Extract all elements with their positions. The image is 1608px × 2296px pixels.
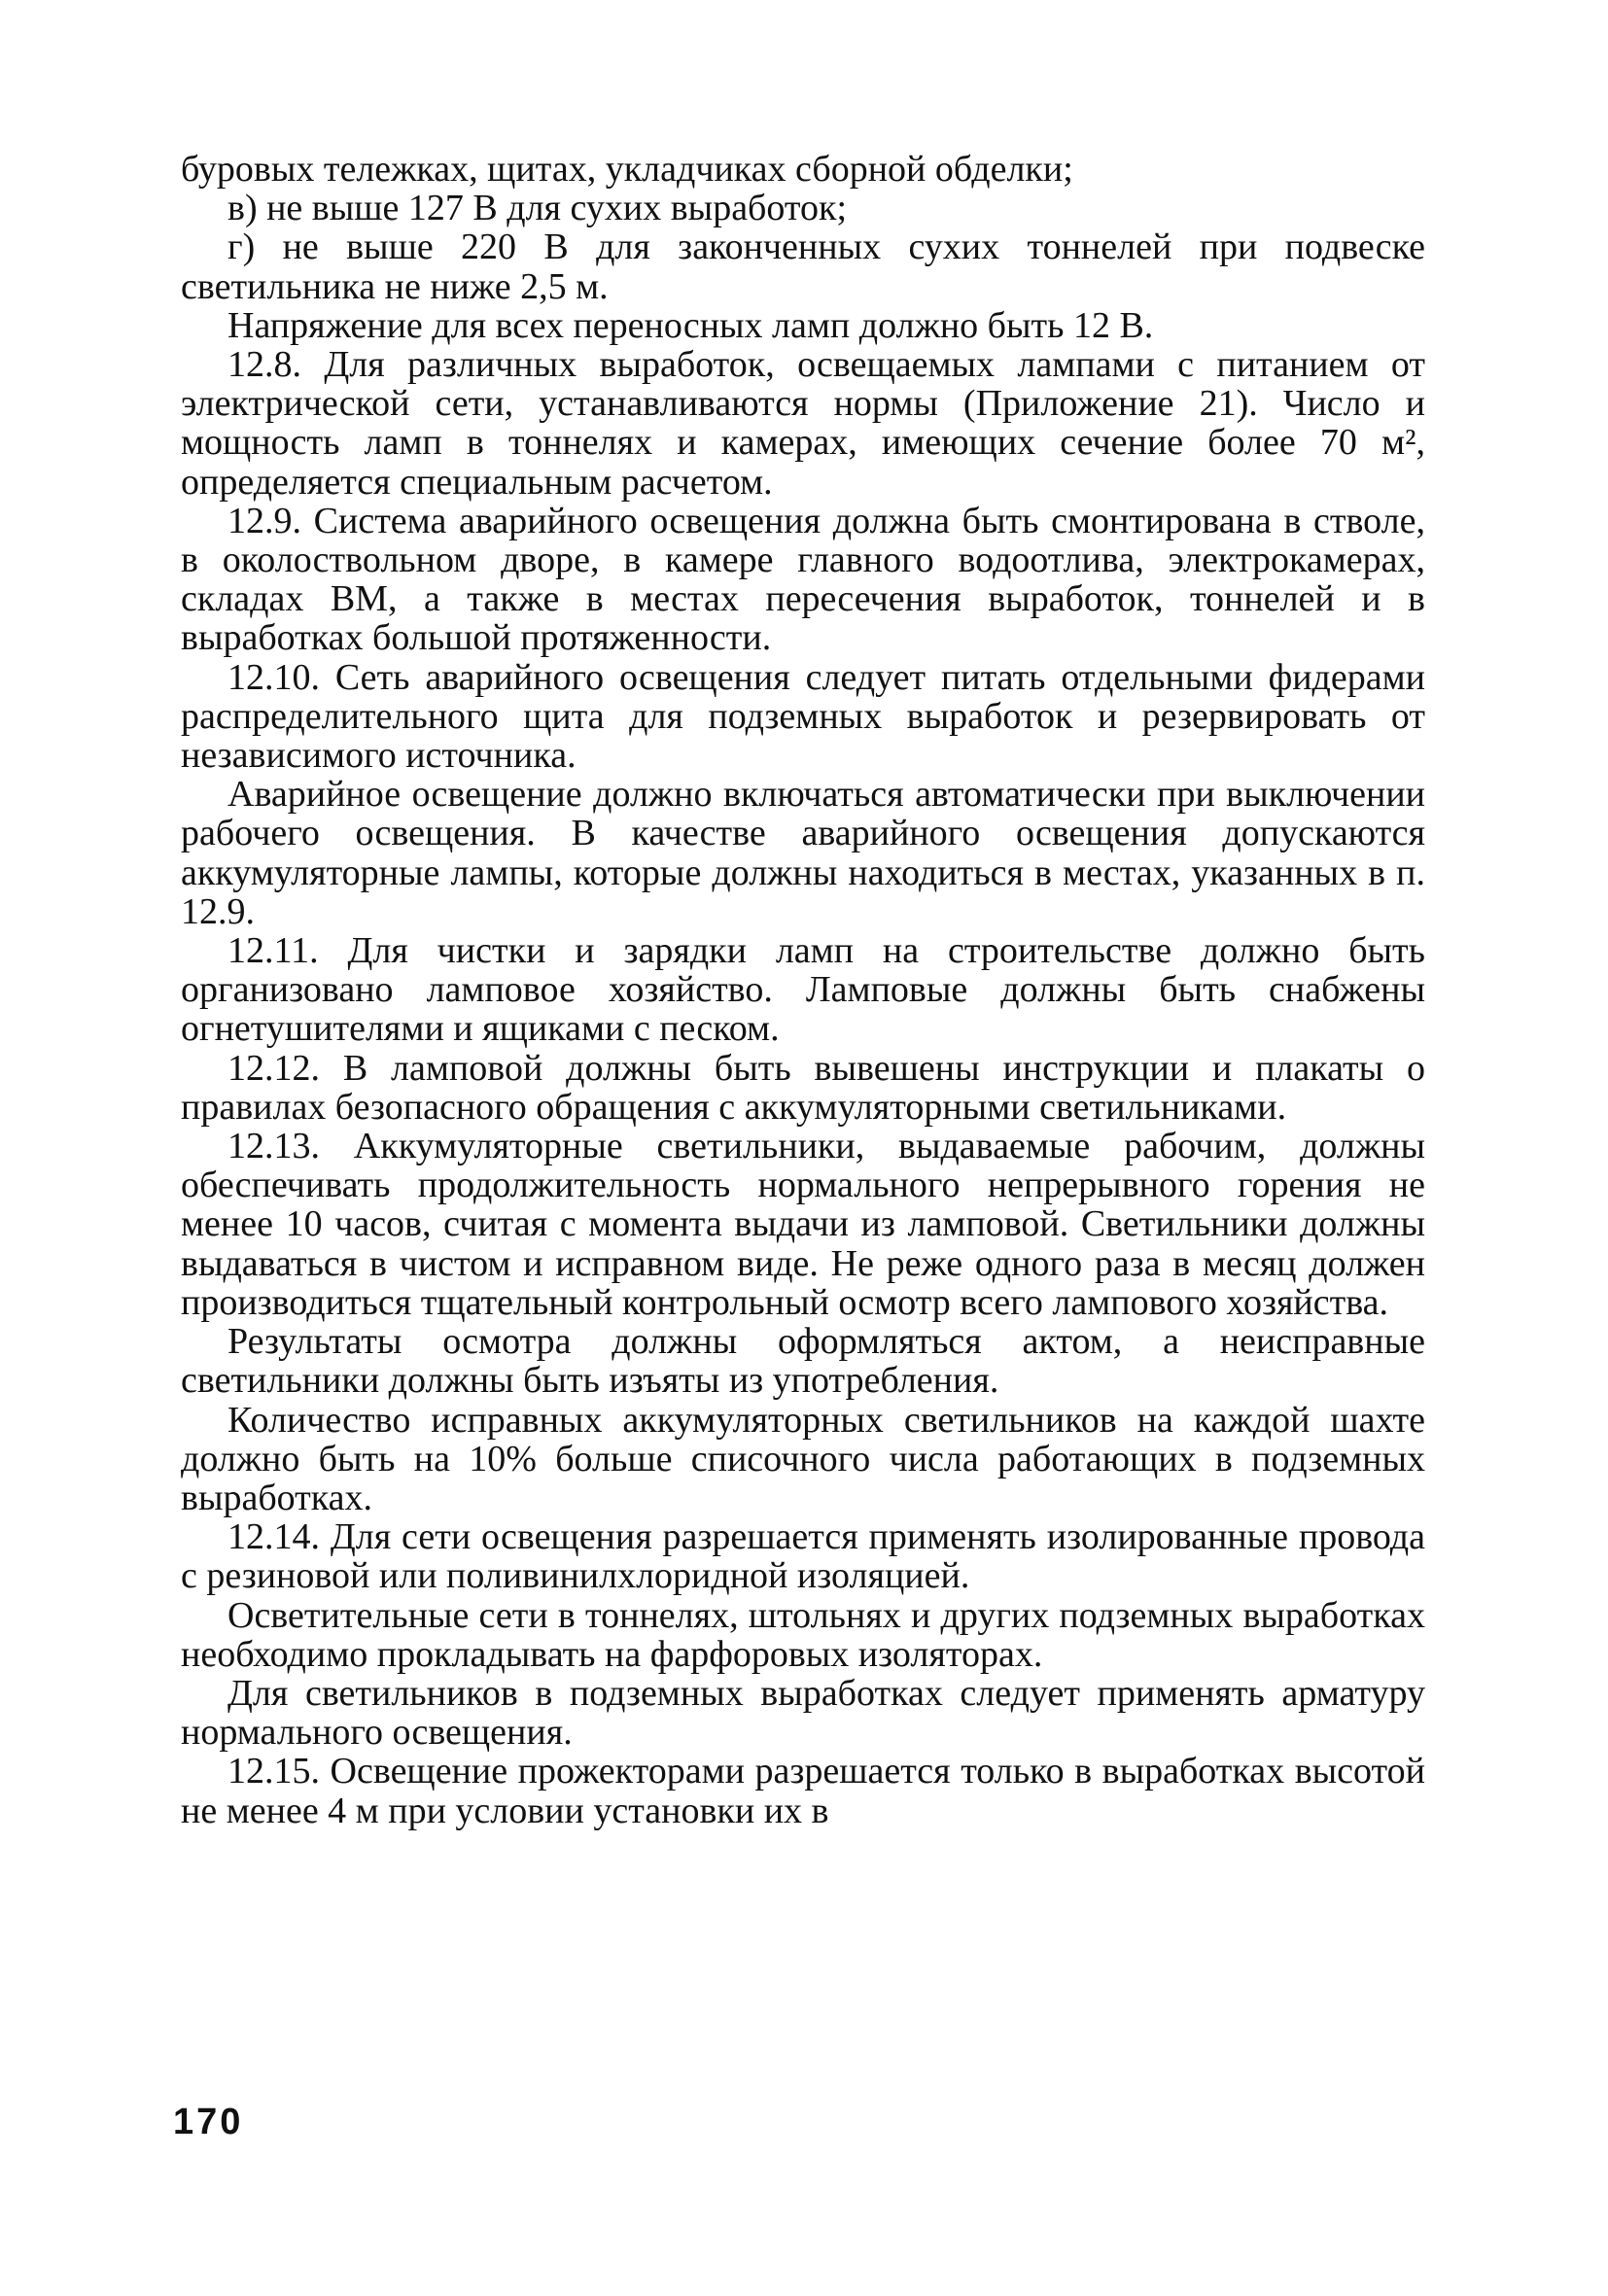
paragraph-fixtures: Для светильников в подземных выработках следует применять арматуру нормального освещения. xyxy=(181,1672,1425,1754)
paragraph-12-13: 12.13. Аккумуляторные светильники, выдаваемые рабочим, должны обеспечивать продолжительность нормального непрерывного горения не менее 10 часов, считая с момента выдачи из ламповой. Светильники должны выдаваться в чистом и исправном виде. Не реже одного раза в месяц должен производиться тщательный контрольный осмотр всего лампового хозяйства. xyxy=(181,1126,1425,1323)
paragraph-item-g: г) не выше 220 В для законченных сухих тоннелей при подвеске светильника не ниже 2,5 м. xyxy=(181,226,1425,307)
paragraph-inspection-results: Результаты осмотра должны оформляться актом, а неисправные светильники должны быть изъяты из употребления. xyxy=(181,1321,1425,1402)
paragraph-12-11: 12.11. Для чистки и зарядки ламп на строительстве должно быть организовано ламповое хозяйство. Ламповые должны быть снабжены огнетушителями и ящиками с песком. xyxy=(181,930,1425,1050)
paragraph-emergency-lighting: Аварийное освещение должно включаться автоматически при выключении рабочего освещения. В качестве аварийного освещения допускаются аккумуляторные лампы, которые должны находиться в местах, указанных в п. 12.9. xyxy=(181,774,1425,932)
paragraph-lamp-count: Количество исправных аккумуляторных светильников на каждой шахте должно быть на 10% больше списочного числа работающих в подземных выработках. xyxy=(181,1399,1425,1518)
paragraph-12-12: 12.12. В ламповой должны быть вывешены инструкции и плакаты о правилах безопасного обращения с аккумуляторными светильниками. xyxy=(181,1047,1425,1128)
paragraph-item-v: в) не выше 127 В для сухих выработок; xyxy=(227,188,848,229)
paragraph-lighting-networks: Осветительные сети в тоннелях, штольнях и других подземных выработках необходимо прокладывать на фарфоровых изоляторах. xyxy=(181,1594,1425,1675)
page-number: 170 xyxy=(173,2102,244,2142)
paragraph-12-15: 12.15. Освещение прожекторами разрешается только в выработках высотой не менее 4 м при условии установки их в xyxy=(181,1751,1425,1831)
page-body xyxy=(181,150,1425,1830)
paragraph-12-8: 12.8. Для различных выработок, освещаемых лампами с питанием от электрической сети, устанавливаются нормы (Приложение 21). Число и мощность ламп в тоннелях и камерах, имеющих сечение более 70 м², определяется специальным расчетом. xyxy=(181,344,1425,503)
paragraph-12-14: 12.14. Для сети освещения разрешается применять изолированные провода с резиновой или поливинилхлоридной изоляцией. xyxy=(181,1516,1425,1597)
paragraph-12-10: 12.10. Сеть аварийного освещения следует питать отдельными фидерами распределительного щита для подземных выработок и резервировать от независимого источника. xyxy=(181,656,1425,777)
paragraph-continuation: буровых тележках, щитах, укладчиках сборной обделки; xyxy=(181,149,1073,190)
paragraph-portable-lamps: Напряжение для всех переносных ламп должно быть 12 В. xyxy=(227,304,1154,346)
paragraph-12-9: 12.9. Система аварийного освещения должна быть смонтирована в стволе, в околоствольном дворе, в камере главного водоотлива, электрокамерах, складах ВМ, а также в местах пересечения выработок, тоннелей и в выработках большой протяженности. xyxy=(181,500,1425,659)
